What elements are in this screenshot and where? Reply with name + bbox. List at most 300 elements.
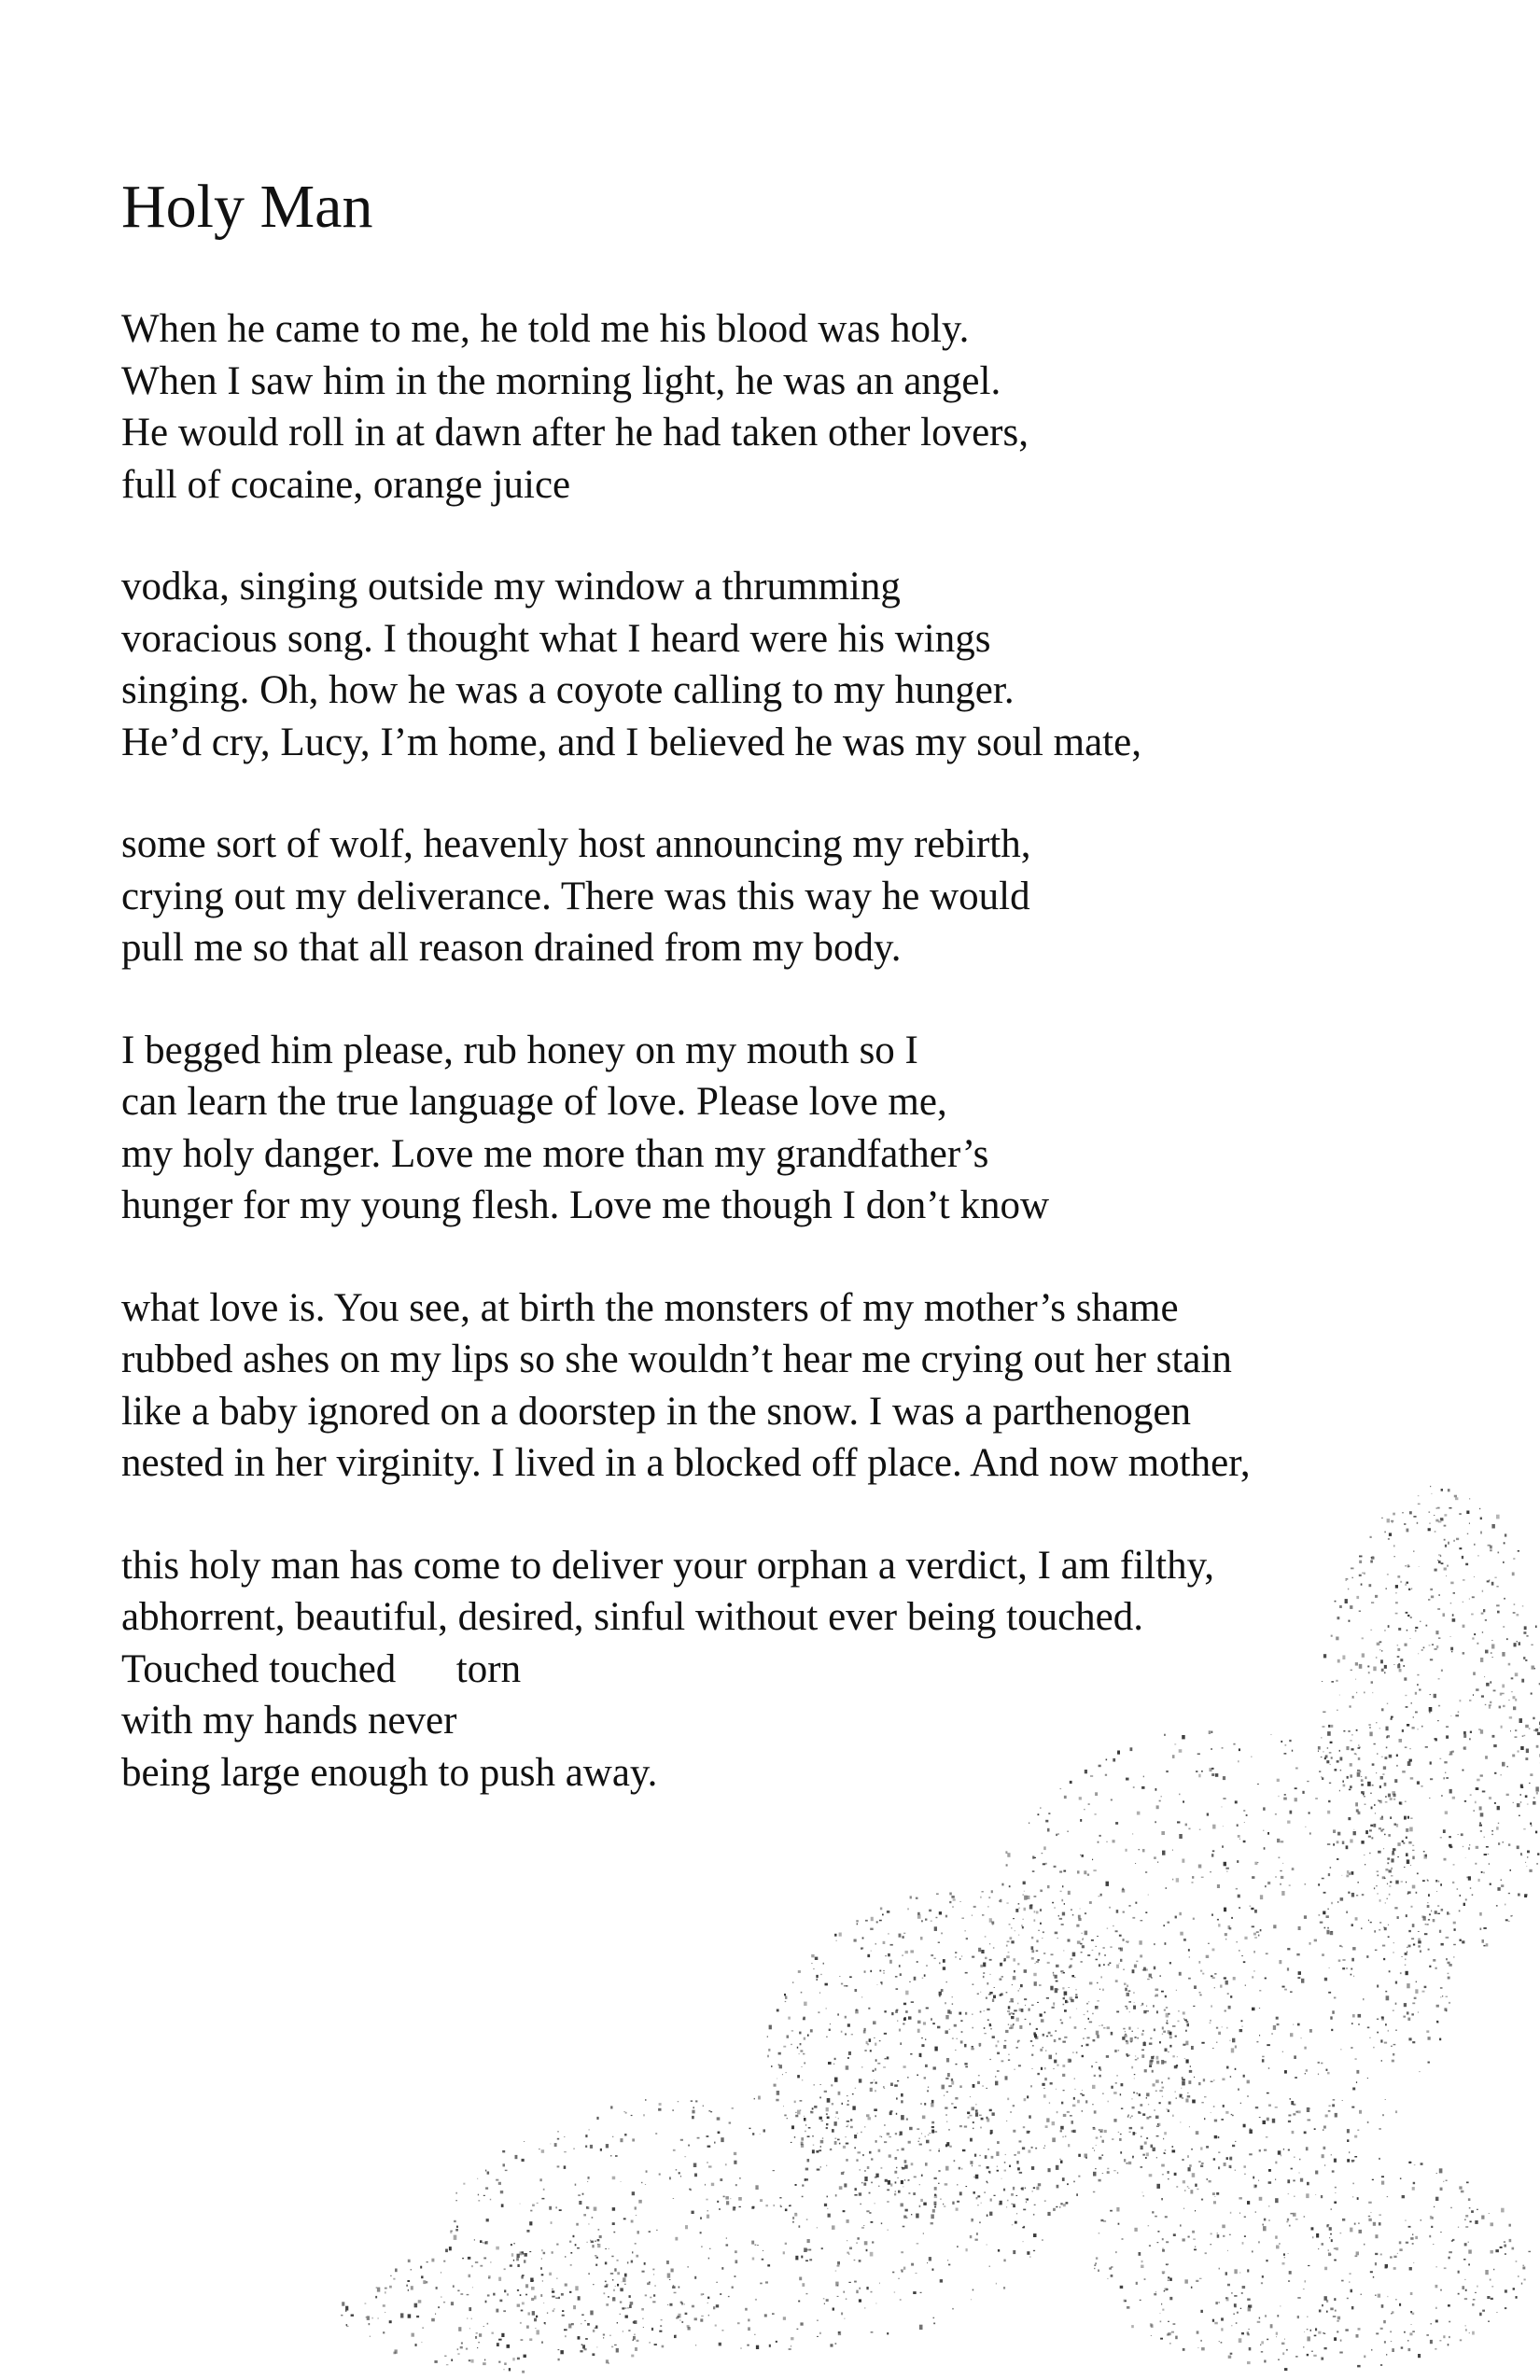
speckle-dot <box>1011 1928 1012 1929</box>
speckle-dot <box>1156 2010 1158 2013</box>
speckle-dot <box>625 2112 627 2114</box>
speckle-dot <box>1339 2352 1343 2354</box>
speckle-dot <box>1016 2214 1017 2215</box>
speckle-dot <box>1513 1802 1514 1803</box>
speckle-dot <box>1162 2096 1163 2097</box>
speckle-dot <box>976 2233 978 2235</box>
speckle-dot <box>1076 1989 1077 1990</box>
speckle-dot <box>1149 2065 1152 2067</box>
speckle-dot <box>970 2115 973 2117</box>
speckle-dot <box>1144 2041 1145 2042</box>
poem-line: When I saw him in the morning light, he was an angel. <box>121 358 1001 403</box>
speckle-dot <box>837 2261 840 2265</box>
speckle-dot <box>841 2172 844 2175</box>
speckle-dot <box>1167 2023 1169 2024</box>
speckle-dot <box>1212 2319 1214 2322</box>
speckle-dot <box>973 2289 974 2291</box>
speckle-dot <box>1441 1909 1444 1911</box>
speckle-dot <box>1533 1717 1534 1720</box>
speckle-dot <box>1060 1891 1062 1892</box>
speckle-dot <box>889 1960 892 1964</box>
speckle-dot <box>621 2181 622 2182</box>
speckle-dot <box>1120 1959 1122 1962</box>
speckle-dot <box>1482 2310 1485 2312</box>
speckle-dot <box>732 2287 734 2289</box>
speckle-dot <box>1099 1953 1100 1954</box>
speckle-dot <box>864 2241 868 2245</box>
speckle-dot <box>1169 2032 1172 2036</box>
speckle-dot <box>1129 2011 1130 2012</box>
speckle-dot <box>1234 2295 1237 2297</box>
speckle-dot <box>924 2077 926 2079</box>
speckle-dot <box>1395 1981 1397 1984</box>
speckle-dot <box>1162 2027 1164 2030</box>
speckle-dot <box>1385 2099 1386 2100</box>
speckle-dot <box>524 2141 525 2142</box>
speckle-dot <box>826 2123 828 2125</box>
speckle-dot <box>1044 2146 1045 2147</box>
speckle-dot <box>454 2235 457 2240</box>
speckle-dot <box>720 2293 721 2295</box>
speckle-dot <box>1091 2065 1093 2067</box>
speckle-dot <box>902 1955 903 1956</box>
speckle-dot <box>952 1906 953 1908</box>
speckle-dot <box>856 2243 858 2244</box>
speckle-dot <box>1376 1885 1377 1886</box>
speckle-dot <box>641 2308 644 2311</box>
speckle-dot <box>586 2242 587 2243</box>
speckle-dot <box>1046 2118 1049 2121</box>
speckle-dot <box>1383 1958 1385 1960</box>
speckle-dot <box>1393 2053 1394 2056</box>
speckle-dot <box>395 2349 398 2353</box>
speckle-dot <box>1162 2238 1164 2240</box>
speckle-dot <box>1082 1933 1083 1934</box>
speckle-dot <box>1352 2014 1355 2017</box>
speckle-dot <box>952 2202 954 2205</box>
speckle-dot <box>1142 2192 1143 2193</box>
speckle-dot <box>608 2296 609 2298</box>
speckle-dot <box>849 2247 852 2250</box>
speckle-dot <box>1511 1677 1514 1679</box>
speckle-dot <box>948 2085 952 2087</box>
speckle-dot <box>1073 2181 1075 2183</box>
poem-line: voracious song. I thought what I heard were his wings <box>121 616 991 661</box>
speckle-dot <box>1135 2133 1136 2134</box>
speckle-dot <box>1335 2192 1336 2193</box>
speckle-dot <box>1334 2248 1337 2249</box>
speckle-dot <box>1187 2187 1189 2188</box>
speckle-dot <box>600 2149 602 2151</box>
speckle-dot <box>899 1934 902 1938</box>
speckle-dot <box>905 2209 908 2212</box>
speckle-dot <box>383 2304 385 2307</box>
speckle-dot <box>925 2136 926 2137</box>
speckle-dot <box>434 2360 437 2363</box>
speckle-dot <box>1218 2152 1220 2153</box>
speckle-dot <box>680 2302 683 2303</box>
speckle-dot <box>1368 2219 1371 2221</box>
speckle-dot <box>1462 1940 1464 1943</box>
speckle-dot <box>1153 2056 1155 2057</box>
speckle-dot <box>1446 1958 1448 1960</box>
speckle-dot <box>1022 2147 1025 2149</box>
speckle-dot <box>791 2142 792 2143</box>
speckle-dot <box>1301 2037 1302 2038</box>
speckle-dot <box>351 2315 354 2317</box>
speckle-dot <box>1316 2233 1319 2238</box>
speckle-dot <box>642 2271 645 2273</box>
speckle-dot <box>832 2225 835 2230</box>
speckle-dot <box>1306 2193 1309 2198</box>
speckle-dot <box>1443 2335 1445 2338</box>
speckle-dot <box>1204 2118 1205 2120</box>
speckle-dot <box>1373 2276 1374 2278</box>
speckle-dot <box>1044 2067 1046 2069</box>
speckle-dot <box>843 2171 845 2173</box>
speckle-dot <box>822 2138 823 2139</box>
speckle-dot <box>1512 1915 1513 1916</box>
speckle-dot <box>507 2293 509 2295</box>
speckle-dot <box>904 2160 907 2163</box>
speckle-dot <box>971 2219 973 2222</box>
speckle-dot <box>1315 2194 1316 2195</box>
speckle-dot <box>723 2196 725 2198</box>
speckle-dot <box>870 1928 874 1930</box>
speckle-dot <box>1391 1875 1393 1876</box>
speckle-dot <box>1093 1869 1096 1871</box>
speckle-dot <box>1498 1842 1500 1845</box>
speckle-dot <box>487 2294 490 2296</box>
speckle-dot <box>650 2297 651 2299</box>
speckle-dot <box>1258 2241 1260 2243</box>
speckle-dot <box>795 2112 796 2113</box>
speckle-dot <box>1493 2269 1494 2271</box>
speckle-dot <box>541 2342 543 2344</box>
speckle-dot <box>896 1988 899 1990</box>
speckle-dot <box>1242 2242 1244 2245</box>
speckle-dot <box>598 2229 600 2231</box>
speckle-dot <box>624 2307 626 2309</box>
speckle-dot <box>1000 1979 1002 1981</box>
speckle-dot <box>990 2133 992 2135</box>
speckle-dot <box>1166 2023 1168 2024</box>
speckle-dot <box>1031 2166 1034 2170</box>
speckle-dot <box>1001 1883 1003 1886</box>
speckle-dot <box>587 2323 590 2326</box>
speckle-dot <box>875 2090 876 2092</box>
speckle-dot <box>1161 1991 1164 1993</box>
speckle-dot <box>716 2282 717 2283</box>
speckle-dot <box>728 2296 730 2297</box>
speckle-dot <box>346 2324 348 2326</box>
speckle-dot <box>522 2371 525 2373</box>
speckle-dot <box>471 2318 472 2320</box>
speckle-dot <box>1368 2202 1372 2204</box>
speckle-dot <box>734 2161 736 2164</box>
speckle-dot <box>1040 1909 1042 1911</box>
speckle-dot <box>605 2286 608 2288</box>
speckle-dot <box>993 1995 996 1999</box>
speckle-dot <box>536 2316 538 2318</box>
speckle-dot <box>971 2048 973 2051</box>
speckle-dot <box>956 2208 959 2211</box>
speckle-dot <box>1253 2185 1256 2189</box>
speckle-dot <box>370 2336 371 2337</box>
speckle-dot <box>1453 1864 1455 1865</box>
speckle-dot <box>941 1933 943 1935</box>
speckle-dot <box>584 2348 587 2350</box>
speckle-dot <box>613 2297 615 2298</box>
speckle-dot <box>942 2085 945 2090</box>
speckle-dot <box>1304 2132 1307 2135</box>
speckle-dot <box>802 2283 805 2287</box>
speckle-dot <box>973 2084 975 2088</box>
speckle-dot <box>1028 2149 1030 2152</box>
speckle-dot <box>1196 2280 1198 2282</box>
speckle-dot <box>1493 1690 1496 1692</box>
speckle-dot <box>522 2303 525 2305</box>
speckle-dot <box>1243 2124 1246 2128</box>
speckle-dot <box>661 2319 663 2320</box>
speckle-dot <box>612 2177 616 2180</box>
speckle-dot <box>1448 2344 1449 2345</box>
speckle-dot <box>1085 2154 1088 2158</box>
stanza-4 <box>121 1025 1484 1232</box>
speckle-dot <box>586 2206 589 2209</box>
speckle-dot <box>526 2326 529 2329</box>
speckle-dot <box>875 2115 876 2117</box>
speckle-dot <box>807 2239 810 2243</box>
speckle-dot <box>843 2210 846 2212</box>
speckle-dot <box>1525 1659 1527 1661</box>
speckle-dot <box>1381 2016 1384 2018</box>
speckle-dot <box>754 2334 756 2335</box>
speckle-dot <box>1501 1726 1503 1729</box>
speckle-dot <box>1491 2298 1493 2300</box>
speckle-dot <box>1033 2187 1035 2189</box>
speckle-dot <box>1191 2046 1194 2050</box>
poem-line: pull me so that all reason drained from my body. <box>121 926 902 970</box>
speckle-dot <box>834 2138 836 2140</box>
speckle-dot <box>820 2084 821 2085</box>
speckle-dot <box>1328 1909 1329 1911</box>
speckle-dot <box>1188 1949 1190 1951</box>
speckle-dot <box>1158 2123 1161 2126</box>
speckle-dot <box>1013 2023 1015 2025</box>
speckle-dot <box>1368 2216 1370 2217</box>
speckle-dot <box>992 2112 995 2116</box>
speckle-dot <box>913 2192 916 2195</box>
speckle-dot <box>1501 2208 1505 2213</box>
speckle-dot <box>1168 2051 1169 2052</box>
speckle-dot <box>1395 2110 1397 2113</box>
speckle-dot <box>1029 1905 1033 1910</box>
speckle-dot <box>1047 1962 1050 1964</box>
speckle-dot <box>1281 2155 1282 2157</box>
speckle-dot <box>1080 1909 1081 1910</box>
speckle-dot <box>900 2042 902 2045</box>
speckle-dot <box>852 2093 854 2094</box>
speckle-dot <box>544 2322 546 2324</box>
speckle-dot <box>1099 1896 1100 1897</box>
speckle-dot <box>1034 1984 1035 1985</box>
speckle-dot <box>582 2193 584 2195</box>
speckle-dot <box>1496 1905 1498 1907</box>
speckle-dot <box>817 2336 819 2337</box>
speckle-dot <box>1007 1853 1010 1857</box>
speckle-dot <box>972 2219 973 2221</box>
speckle-dot <box>802 2066 803 2067</box>
speckle-dot <box>1074 2089 1075 2090</box>
speckle-dot <box>1490 1549 1492 1551</box>
speckle-dot <box>1258 1935 1260 1937</box>
speckle-dot <box>1364 2356 1365 2359</box>
speckle-dot <box>1391 1868 1393 1869</box>
speckle-dot <box>1288 2149 1290 2151</box>
speckle-dot <box>1247 2080 1250 2084</box>
speckle-dot <box>971 2299 972 2300</box>
poem-line: full of cocaine, orange juice <box>121 462 571 507</box>
speckle-dot <box>911 2214 912 2215</box>
speckle-dot <box>1400 1972 1402 1974</box>
speckle-dot <box>1183 2018 1184 2019</box>
speckle-dot <box>1122 1888 1124 1891</box>
speckle-dot <box>1517 1641 1518 1642</box>
speckle-dot <box>1013 2204 1015 2207</box>
speckle-dot <box>483 2258 486 2260</box>
speckle-dot <box>1297 2110 1300 2113</box>
speckle-dot <box>571 2323 574 2325</box>
speckle-dot <box>625 2316 628 2318</box>
speckle-dot <box>1154 1943 1155 1945</box>
speckle-dot <box>438 2306 440 2308</box>
speckle-dot <box>888 2180 890 2185</box>
speckle-dot <box>1078 1915 1081 1919</box>
poem-title: Holy Man <box>121 173 373 241</box>
speckle-dot <box>1054 2039 1057 2042</box>
speckle-dot <box>1377 2032 1379 2034</box>
speckle-dot <box>716 2304 719 2307</box>
speckle-dot <box>930 2133 931 2134</box>
speckle-dot <box>789 2205 791 2206</box>
speckle-dot <box>1115 2082 1117 2083</box>
speckle-dot <box>813 1968 815 1969</box>
speckle-dot <box>854 2260 856 2261</box>
speckle-dot <box>1446 2009 1447 2011</box>
speckle-dot <box>798 1970 801 1973</box>
speckle-dot <box>513 2260 514 2261</box>
speckle-dot <box>1036 1911 1039 1914</box>
speckle-dot <box>1425 1855 1427 1857</box>
speckle-dot <box>879 2135 881 2136</box>
speckle-dot <box>857 2133 858 2134</box>
speckle-dot <box>1178 2010 1179 2012</box>
speckle-dot <box>1134 2228 1137 2232</box>
speckle-dot <box>1289 1884 1291 1886</box>
speckle-dot <box>1510 1730 1511 1731</box>
speckle-dot <box>818 2011 819 2013</box>
speckle-dot <box>772 2313 775 2315</box>
speckle-dot <box>1491 1640 1493 1641</box>
speckle-dot <box>1141 2054 1144 2058</box>
speckle-dot <box>1357 2130 1359 2131</box>
speckle-dot <box>1305 1883 1307 1884</box>
speckle-dot <box>1288 2253 1289 2254</box>
speckle-dot <box>471 2265 473 2267</box>
speckle-dot <box>1446 2180 1448 2181</box>
speckle-dot <box>1244 2165 1246 2168</box>
speckle-dot <box>1053 2003 1055 2004</box>
stanza-6 <box>121 1540 1484 1799</box>
speckle-dot <box>1100 2129 1103 2133</box>
speckle-dot <box>1250 2128 1252 2130</box>
speckle-dot <box>1216 2192 1219 2195</box>
speckle-dot <box>1070 1965 1072 1967</box>
speckle-dot <box>789 2348 791 2350</box>
speckle-dot <box>1130 2117 1131 2118</box>
speckle-dot <box>1030 2040 1032 2042</box>
speckle-dot <box>1060 2126 1064 2130</box>
speckle-dot <box>957 2246 958 2247</box>
speckle-dot <box>1405 1959 1407 1961</box>
speckle-dot <box>636 2255 638 2258</box>
speckle-dot <box>1393 1851 1394 1854</box>
poem-line: He’d cry, Lucy, I’m home, and I believed he was my soul mate, <box>121 720 1141 764</box>
speckle-dot <box>1140 2112 1141 2114</box>
speckle-dot <box>1085 1912 1086 1914</box>
speckle-dot <box>1180 2094 1183 2098</box>
speckle-dot <box>1452 1882 1454 1883</box>
speckle-dot <box>1018 1935 1019 1936</box>
speckle-dot <box>504 2369 505 2370</box>
speckle-dot <box>614 2268 616 2271</box>
speckle-dot <box>1144 2069 1147 2072</box>
speckle-dot <box>522 2251 525 2253</box>
speckle-dot <box>988 1994 991 1995</box>
speckle-dot <box>1094 2110 1097 2113</box>
speckle-dot <box>467 2318 468 2319</box>
speckle-dot <box>1282 2051 1283 2052</box>
speckle-dot <box>1027 1896 1029 1899</box>
speckle-dot <box>839 1976 840 1977</box>
speckle-dot <box>1162 2034 1163 2035</box>
speckle-dot <box>1529 1869 1532 1872</box>
speckle-dot <box>633 2321 635 2323</box>
speckle-dot <box>1411 2324 1412 2325</box>
speckle-dot <box>978 2075 980 2076</box>
speckle-dot <box>1188 1978 1191 1980</box>
speckle-dot <box>799 2032 801 2035</box>
speckle-dot <box>1087 1954 1090 1956</box>
speckle-dot <box>1110 1946 1112 1948</box>
speckle-dot <box>1405 1953 1407 1955</box>
speckle-dot <box>1536 1792 1538 1795</box>
speckle-dot <box>735 2250 737 2253</box>
speckle-dot <box>1057 1989 1059 1991</box>
speckle-dot <box>1361 2294 1363 2295</box>
speckle-dot <box>1095 2006 1099 2008</box>
speckle-dot <box>988 2171 991 2173</box>
speckle-dot <box>1159 2313 1160 2314</box>
speckle-dot <box>1342 2219 1345 2221</box>
speckle-dot <box>835 2117 836 2118</box>
speckle-dot <box>458 2327 461 2331</box>
speckle-dot <box>1460 2339 1462 2341</box>
speckle-dot <box>1021 2188 1023 2190</box>
speckle-dot <box>1337 2317 1340 2320</box>
speckle-dot <box>1057 2065 1058 2066</box>
